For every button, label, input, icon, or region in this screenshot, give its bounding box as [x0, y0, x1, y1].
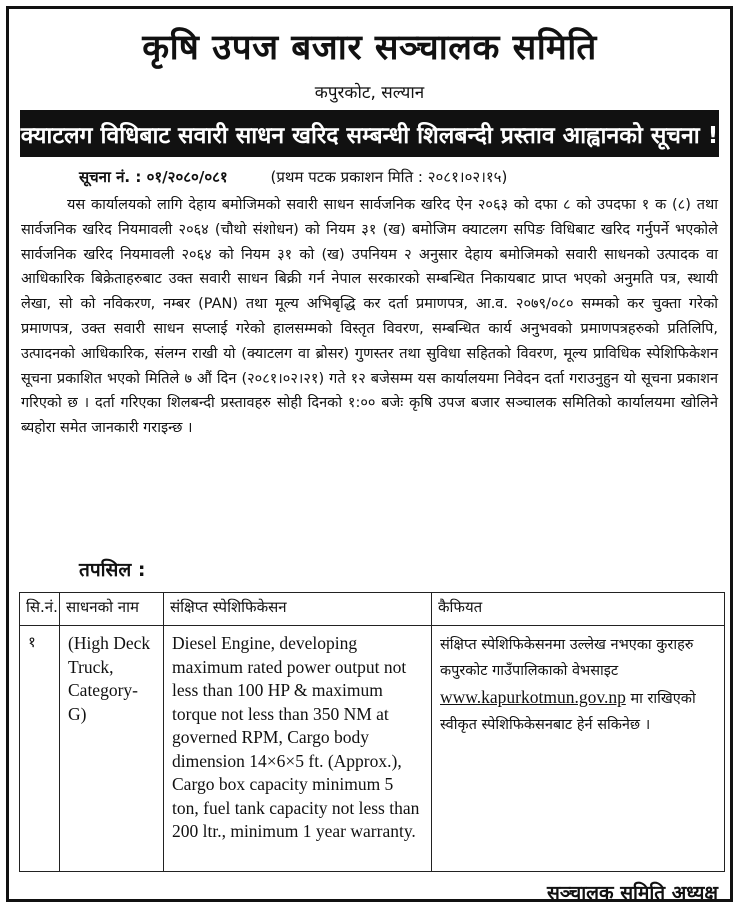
details-table [19, 592, 725, 872]
first-publication-date: (प्रथम पटक प्रकाशन मिति : २०८१।०२।१५) [270, 168, 508, 186]
notice-body-text: यस कार्यालयको लागि देहाय बमोजिमको सवारी साधन सार्वजनिक खरिद ऐन २०६३ को दफा ८ को उपदफा १ क (८) तथा सार्वजनिक खरिद नियमावली २०६४ (चौथो संशोधन) को नियम ३१ (ख) बमोजिम क्याटलग सपिङ विधिबाट खरिद गर्नुपर्ने भएकोले सार्वजनिक खरिद नियमावली २०६४ को नियम ३१ को (ख) उपनियम २ अनुसार देहाय बमोजिमको सवारी साधनको उत्पादक वा आधिकारिक बिक्रेताहरुबाट उक्त सवारी साधन बिक्री गर्न नेपाल सरकारको सम्बन्धित निकायबाट प्राप्त भएको अनुमति पत्र, स्थायी लेखा, सो को नविकरण, नम्बर (PAN) तथा मूल्य अभिबृद्धि कर दर्ता प्रमाणपत्र, आ.व. २०७९/०८० सम्मको कर चुक्ता गरेको प्रमाणपत्र, उक्त सवारी साधन सप्लाई गरेको हालसम्मको विस्तृत विवरण, सम्बन्धित कार्य अनुभवको प्रमाणपत्रहरुको प्रतिलिपि, उत्पादनको आधिकारिक, संलग्न राखी यो (क्याटलग वा ब्रोसर) गुणस्तर तथा सुविधा सहितको विवरण, मूल्य प्राविधिक स्पेशिफिकेशन सूचना प्रकाशित भएको मितिले ७ औं दिन (२०८१।०२।२१) गते १२ बजेसम्म यस कार्यालयमा निवेदन दर्ता गराउनुहुन यो सूचना प्रकाशन गरिएको छ । दर्ता गरिएका शिलबन्दी प्रस्तावहरु सोही दिनको १:०० बजेः कृषि उपज बजार सञ्चालक समितिको कार्यालयमा खोलिने ब्यहोरा समेत जानकारी गराइन्छ । [21, 197, 718, 437]
notice-number: सूचना नं. : ०१/२०८०/०८१ [79, 168, 228, 186]
cell-remarks [432, 626, 725, 872]
details-heading: तपसिल : [79, 559, 146, 581]
column-header-serial: सि.नं. [20, 593, 60, 626]
column-header-specification: संक्षिप्त स्पेशिफिकेसन [164, 593, 432, 626]
notice-banner [20, 110, 719, 157]
table-header-row [20, 593, 725, 626]
website-link[interactable]: www.kapurkotmun.gov.np [440, 687, 626, 707]
remarks-text-before: संक्षिप्त स्पेशिफिकेसनमा उल्लेख नभएका कुराहरु कपुरकोट गाउँपालिकाको वेभसाइट [440, 637, 694, 679]
column-header-remarks: कैफियत [432, 593, 725, 626]
cell-serial: १ [20, 626, 60, 872]
table-row [20, 626, 725, 872]
cell-vehicle-name: (High Deck Truck, Category-G) [60, 626, 164, 872]
signature-title: सञ्चालक समिति अध्यक्ष [547, 882, 718, 904]
remarks-text-after: मा राखिएको स्वीकृत स्पेशिफिकेसनबाट हेर्न सकिनेछ । [440, 691, 696, 733]
organization-title: कृषि उपज बजार सञ्चालक समिति [142, 28, 597, 68]
cell-specification: Diesel Engine, developing maximum rated power output not less than 100 HP & maximum torque not less than 350 NM at governed RPM, Cargo body dimension 14×6×5 ft. (Approx.), Cargo box capacity minimum 5 ton, fuel tank capacity not less than 200 ltr., minimum 1 year warranty. [164, 626, 432, 872]
column-header-vehicle-name: साधनको नाम [60, 593, 164, 626]
notice-number-line [79, 167, 507, 187]
organization-location: कपुरकोट, सल्यान [314, 83, 425, 103]
notice-frame [6, 6, 733, 902]
notice-banner-text: क्याटलग विधिबाट सवारी साधन खरिद सम्बन्धी शिलबन्दी प्रस्ताव आह्वानको सूचना ! [20, 122, 719, 149]
